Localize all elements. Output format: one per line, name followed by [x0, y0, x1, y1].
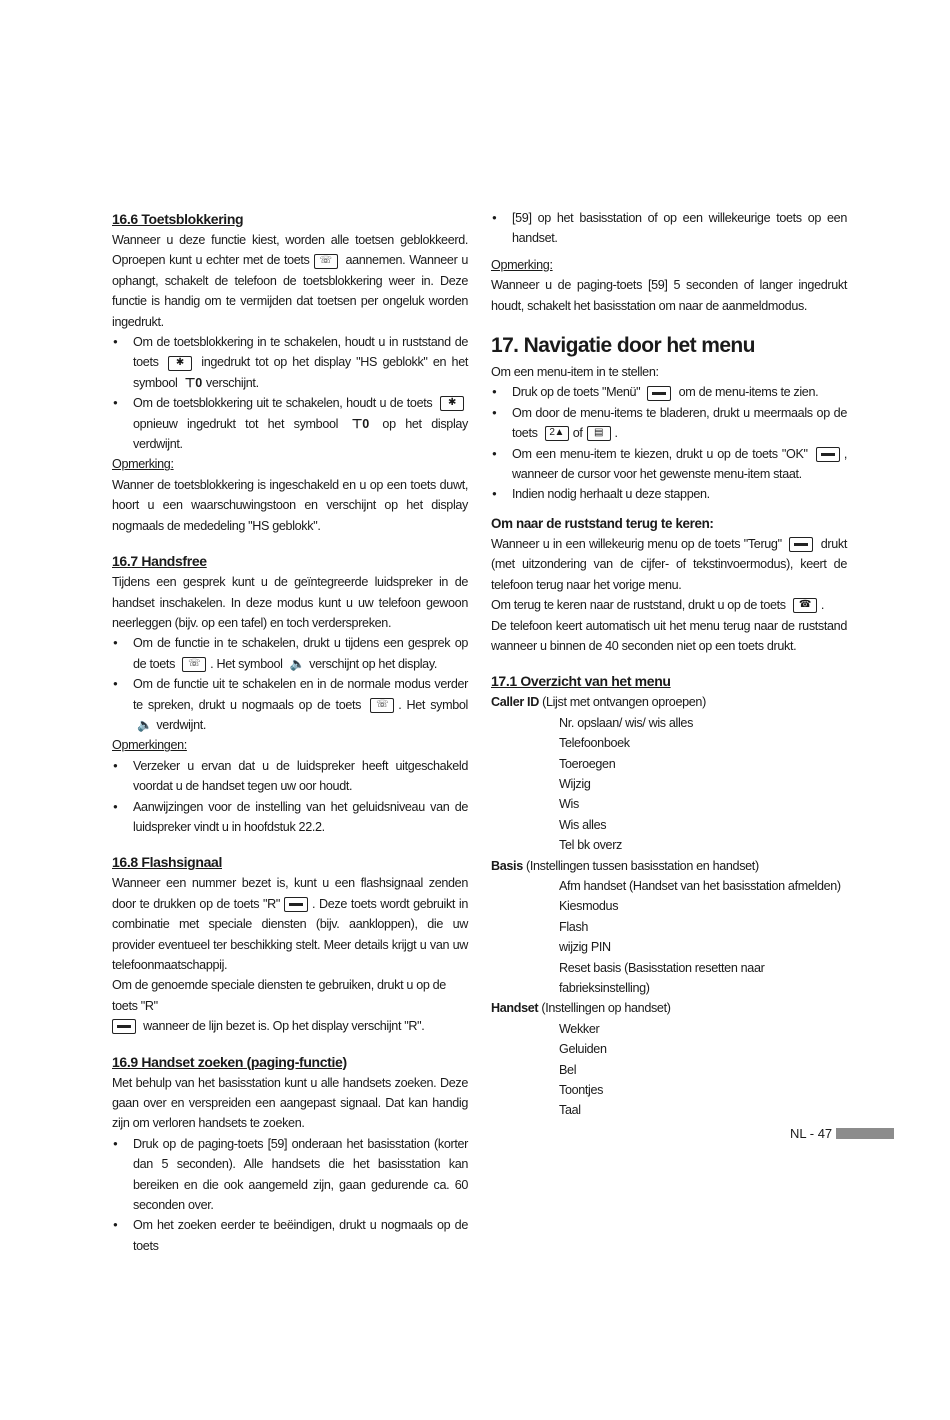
list-item: ● Verzeker u ervan dat u de luidspreker heeft uitgeschakeld voordat u de handset tegen uw oor houdt.	[112, 756, 468, 797]
speaker-icon: 🔈	[289, 656, 306, 671]
list-item: ● Druk op de toets "Menü" om de menu-items te zien.	[491, 382, 847, 402]
menu-key-icon	[647, 386, 671, 401]
menu-group-caller-id: Caller ID (Lijst met ontvangen oproepen)	[491, 695, 706, 710]
menu-item: Taal	[559, 1103, 581, 1118]
menu-item: Tel bk overz	[559, 838, 622, 853]
menu-item: Reset basis (Basisstation resetten naar fabrieksinstelling)	[559, 960, 765, 995]
list-item: ● Aanwijzingen voor de instelling van het geluidsniveau van de luidspreker vindt u in hoofdstuk 22.2.	[112, 797, 468, 838]
bullet-list	[112, 633, 468, 735]
ok-key-icon	[816, 447, 840, 462]
menu-group-basis: Basis (Instellingen tussen basisstation en handset)	[491, 858, 759, 873]
menu-item: Afm handset (Handset van het basisstation afmelden)	[559, 878, 841, 893]
menu-item: Nr. opslaan/ wis/ wis alles	[559, 715, 694, 730]
paragraph: Om een menu-item in te stellen:	[491, 365, 659, 380]
list-item: ● Druk op de paging-toets [59] onderaan het basisstation (korter dan 5 seconden). Alle handsets die het basisstation kan bereiken en die ook aangemeld zijn, gaan gedurende ca. 60 seconden over.	[112, 1134, 468, 1216]
paragraph: Met behulp van het basisstation kunt u alle handsets zoeken. Deze gaan over en verspreiden een aangepast signaal. Dat kan handig zijn om verloren handsets te zoeken.	[112, 1075, 468, 1131]
star-key-icon: ✱	[440, 396, 464, 411]
handsfree-key-icon: ☏	[370, 698, 394, 713]
list-item: ● Om de functie in te schakelen, drukt u tijdens een gesprek op de toets ☏ . Het symbool 🔈 verschijnt op het display.	[112, 633, 468, 674]
footer-bar	[836, 1128, 894, 1139]
paragraph: Wanneer u deze functie kiest, worden alle toetsen geblokkeerd. Oproepen kunt u echter met de toets ☏ aannemen. Wanneer u ophangt, schakelt de telefoon de toetsblokkering weer in. Deze functie is handig om te vermijden dat toetsen per ongeluk worden ingedrukt.	[112, 233, 468, 329]
note-label: Opmerking:	[112, 457, 174, 472]
list-item: ● [59] op het basisstation of op een willekeurige toets op een handset.	[491, 208, 847, 249]
section-title-16-8: 16.8 Flashsignaal	[112, 854, 222, 871]
bullet-list	[491, 208, 847, 249]
r-key-icon	[112, 1019, 136, 1034]
paragraph: Om de genoemde speciale diensten te gebruiken, drukt u op de toets "R" wanneer de lijn bezet is. Op het display verschijnt "R".	[112, 978, 446, 1034]
key-lock-icon: ⊤0	[184, 375, 202, 390]
bullet-list	[112, 1134, 468, 1256]
menu-item: Bel	[559, 1062, 577, 1077]
menu-item: Telefoonboek	[559, 736, 630, 751]
paragraph: De telefoon keert automatisch uit het menu terug naar de ruststand wanneer u binnen de 40 seconden niet op een toets drukt.	[491, 618, 847, 653]
left-column	[112, 208, 468, 1256]
paragraph: Wanneer een nummer bezet is, kunt u een flashsignaal zenden door te drukken op de toets "R" . Deze toets wordt gebruikt in combinatie met speciale diensten (bijv. aankloppen), die uw provider eventueel ter beschikking stelt. Meer details krijgt u van uw telefoonmaatschappij.	[112, 876, 468, 972]
menu-item: Wijzig	[559, 776, 591, 791]
bullet-list	[112, 332, 468, 454]
paragraph: Om terug te keren naar de ruststand, drukt u op de toets ☎ .	[491, 598, 825, 613]
menu-item: Geluiden	[559, 1042, 607, 1057]
section-title-16-6: 16.6 Toetsblokkering	[112, 211, 244, 227]
star-key-icon: ✱	[168, 356, 192, 371]
menu-group-handset: Handset (Instellingen op handset)	[491, 1001, 671, 1016]
bullet-list	[491, 382, 847, 504]
right-column	[491, 208, 847, 1121]
handsfree-key-icon: ☏	[182, 657, 206, 672]
menu-overview	[491, 692, 847, 1121]
end-call-key-icon: ☎	[793, 598, 817, 613]
list-item: ● Om de functie uit te schakelen en in de normale modus verder te spreken, drukt u nogmaals op de toets ☏ . Het symbol 🔈 verdwijnt.	[112, 674, 468, 735]
menu-item: Kiesmodus	[559, 899, 619, 914]
section-title-16-9: 16.9 Handset zoeken (paging-functie)	[112, 1053, 347, 1070]
key-lock-icon: ⊤0	[351, 416, 369, 431]
section-title-17-1: 17.1 Overzicht van het menu	[491, 673, 671, 690]
menu-item: wijzig PIN	[559, 940, 611, 955]
note-text: Wanneer u de paging-toets [59] 5 seconden of langer ingedrukt houdt, schakelt het basisstation om naar de aanmeldmodus.	[491, 278, 847, 313]
note-text: Wanner de toetsblokkering is ingeschakeld en u op een toets duwt, hoort u een waarschuwingstoon en verschijnt op het display nogmaals de mededeling "HS geblokk".	[112, 477, 468, 533]
list-item: ● Om door de menu-items te bladeren, drukt u meermaals op de toets 2▲ of ▤ .	[491, 403, 847, 444]
paragraph: Tijdens een gesprek kunt u de geïntegreerde luidspreker in de handset inschakelen. In deze modus kunt u uw telefoon gewoon neerleggen (bijv. op een tafel) en toch verderspreken.	[112, 575, 468, 630]
down-key-icon: ▤	[587, 426, 611, 441]
menu-item: Flash	[559, 919, 589, 934]
note-label: Opmerking:	[491, 257, 553, 272]
handsfree-key-icon: ☏	[314, 254, 338, 269]
bullet-list	[112, 756, 468, 838]
section-title-16-7: 16.7 Handsfree	[112, 553, 207, 570]
list-item: ● Om de toetsblokkering in te schakelen, houdt u in ruststand de toets ✱ ingedrukt tot op het display "HS geblokk" en het symbool ⊤0 verschijnt.	[112, 332, 468, 393]
chapter-title-17: 17. Navigatie door het menu	[491, 334, 755, 358]
back-key-icon	[789, 537, 813, 552]
list-item: ● Om de toetsblokkering uit te schakelen, houdt u de toets ✱ opnieuw ingedrukt tot het symbool ⊤0 op het display verdwijnt.	[112, 393, 468, 454]
menu-item: Toontjes	[559, 1083, 604, 1098]
page-footer	[790, 1126, 894, 1141]
menu-item: Wekker	[559, 1021, 600, 1036]
menu-item: Wis	[559, 797, 579, 812]
list-item: ● Indien nodig herhaalt u deze stappen.	[491, 484, 847, 504]
page-number: NL - 47	[790, 1126, 833, 1141]
speaker-icon: 🔈	[137, 717, 153, 732]
paragraph: Wanneer u in een willekeurig menu op de toets "Terug" drukt (met uitzondering van de cijfer- of tekstinvoermodus), keert de telefoon terug naar het vorige menu.	[491, 536, 847, 592]
r-key-icon	[284, 897, 308, 912]
menu-item: Wis alles	[559, 817, 607, 832]
list-item: ● Om het zoeken eerder te beëindigen, drukt u nogmaals op de toets	[112, 1215, 468, 1256]
notes-label: Opmerkingen:	[112, 738, 187, 753]
up-key-icon: 2▲	[545, 426, 569, 441]
subheading: Om naar de ruststand terug te keren:	[491, 515, 714, 531]
menu-item: Toeroegen	[559, 756, 616, 771]
list-item: ● Om een menu-item te kiezen, drukt u op de toets "OK" , wanneer de cursor voor het gewenste menu-item staat.	[491, 444, 847, 485]
